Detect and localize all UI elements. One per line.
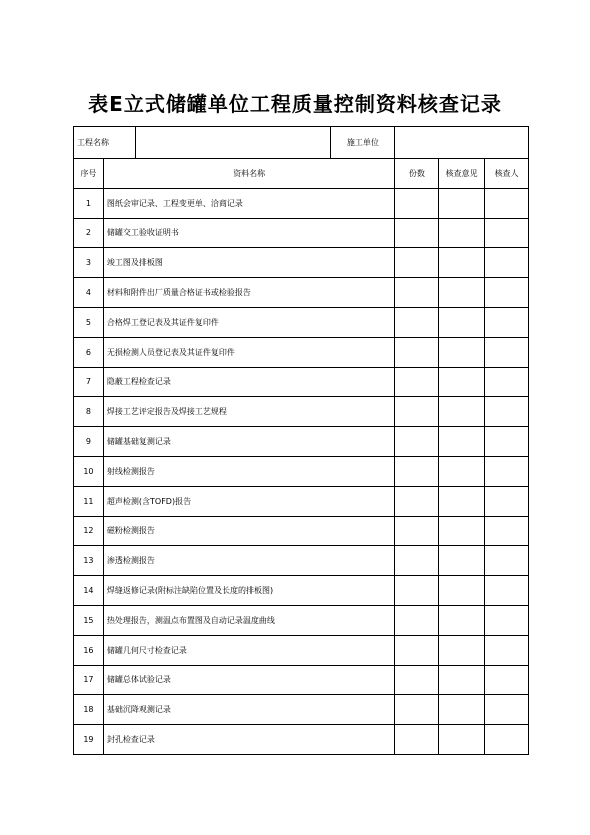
checker-cell[interactable] bbox=[485, 486, 529, 516]
document-name: 储罐交工验收证明书 bbox=[103, 218, 395, 248]
row-number: 13 bbox=[74, 546, 104, 576]
opinion-cell[interactable] bbox=[439, 516, 485, 546]
checker-cell[interactable] bbox=[485, 188, 529, 218]
opinion-cell[interactable] bbox=[439, 427, 485, 457]
column-header-checker: 核查人 bbox=[485, 159, 529, 189]
opinion-cell[interactable] bbox=[439, 337, 485, 367]
table-row bbox=[74, 337, 529, 367]
document-name: 封孔检查记录 bbox=[103, 725, 395, 755]
checker-cell[interactable] bbox=[485, 725, 529, 755]
quality-control-record-table bbox=[73, 126, 529, 755]
column-header-copies: 份数 bbox=[395, 159, 439, 189]
project-name-field[interactable] bbox=[135, 127, 330, 159]
checker-cell[interactable] bbox=[485, 665, 529, 695]
checker-cell[interactable] bbox=[485, 218, 529, 248]
document-name: 隐蔽工程检查记录 bbox=[103, 367, 395, 397]
document-name: 材料和附件出厂质量合格证书或检验报告 bbox=[103, 278, 395, 308]
copies-cell[interactable] bbox=[395, 278, 439, 308]
table-row bbox=[74, 456, 529, 486]
checker-cell[interactable] bbox=[485, 576, 529, 606]
document-name: 基础沉降观测记录 bbox=[103, 695, 395, 725]
document-name: 竣工图及排板图 bbox=[103, 248, 395, 278]
row-number: 16 bbox=[74, 635, 104, 665]
table-row bbox=[74, 516, 529, 546]
opinion-cell[interactable] bbox=[439, 278, 485, 308]
table-row bbox=[74, 665, 529, 695]
copies-cell[interactable] bbox=[395, 665, 439, 695]
construction-unit-field[interactable] bbox=[395, 127, 529, 159]
document-name: 射线检测报告 bbox=[103, 456, 395, 486]
opinion-cell[interactable] bbox=[439, 725, 485, 755]
checker-cell[interactable] bbox=[485, 367, 529, 397]
opinion-cell[interactable] bbox=[439, 218, 485, 248]
checker-cell[interactable] bbox=[485, 248, 529, 278]
table-row bbox=[74, 576, 529, 606]
copies-cell[interactable] bbox=[395, 576, 439, 606]
copies-cell[interactable] bbox=[395, 248, 439, 278]
copies-cell[interactable] bbox=[395, 337, 439, 367]
document-name: 磁粉检测报告 bbox=[103, 516, 395, 546]
copies-cell[interactable] bbox=[395, 605, 439, 635]
checker-cell[interactable] bbox=[485, 337, 529, 367]
copies-cell[interactable] bbox=[395, 456, 439, 486]
row-number: 8 bbox=[74, 397, 104, 427]
table-row bbox=[74, 397, 529, 427]
row-number: 9 bbox=[74, 427, 104, 457]
row-number: 10 bbox=[74, 456, 104, 486]
checker-cell[interactable] bbox=[485, 605, 529, 635]
table-row bbox=[74, 248, 529, 278]
table-row bbox=[74, 367, 529, 397]
checker-cell[interactable] bbox=[485, 307, 529, 337]
row-number: 4 bbox=[74, 278, 104, 308]
copies-cell[interactable] bbox=[395, 307, 439, 337]
document-name: 图纸会审记录、工程变更单、洽商记录 bbox=[103, 188, 395, 218]
row-number: 6 bbox=[74, 337, 104, 367]
copies-cell[interactable] bbox=[395, 367, 439, 397]
opinion-cell[interactable] bbox=[439, 397, 485, 427]
table-row bbox=[74, 605, 529, 635]
row-number: 5 bbox=[74, 307, 104, 337]
opinion-cell[interactable] bbox=[439, 605, 485, 635]
document-name: 焊接工艺评定报告及焊接工艺规程 bbox=[103, 397, 395, 427]
row-number: 12 bbox=[74, 516, 104, 546]
opinion-cell[interactable] bbox=[439, 635, 485, 665]
row-number: 11 bbox=[74, 486, 104, 516]
row-number: 19 bbox=[74, 725, 104, 755]
table-row bbox=[74, 427, 529, 457]
copies-cell[interactable] bbox=[395, 695, 439, 725]
opinion-cell[interactable] bbox=[439, 188, 485, 218]
opinion-cell[interactable] bbox=[439, 248, 485, 278]
copies-cell[interactable] bbox=[395, 397, 439, 427]
checker-cell[interactable] bbox=[485, 516, 529, 546]
checker-cell[interactable] bbox=[485, 278, 529, 308]
opinion-cell[interactable] bbox=[439, 307, 485, 337]
project-info-row bbox=[74, 127, 529, 159]
construction-unit-label: 施工单位 bbox=[331, 127, 395, 159]
row-number: 7 bbox=[74, 367, 104, 397]
table-row bbox=[74, 546, 529, 576]
column-header-name: 资料名称 bbox=[103, 159, 395, 189]
document-name: 储罐几何尺寸检查记录 bbox=[103, 635, 395, 665]
document-name: 合格焊工登记表及其证件复印件 bbox=[103, 307, 395, 337]
table-row bbox=[74, 635, 529, 665]
column-header-row bbox=[74, 159, 529, 189]
copies-cell[interactable] bbox=[395, 218, 439, 248]
table-row bbox=[74, 188, 529, 218]
table-row bbox=[74, 695, 529, 725]
page-title: 表E立式储罐单位工程质量控制资料核查记录 bbox=[88, 92, 502, 116]
opinion-cell[interactable] bbox=[439, 486, 485, 516]
table-row bbox=[74, 218, 529, 248]
document-name: 无损检测人员登记表及其证件复印件 bbox=[103, 337, 395, 367]
row-number: 15 bbox=[74, 605, 104, 635]
opinion-cell[interactable] bbox=[439, 546, 485, 576]
row-number: 2 bbox=[74, 218, 104, 248]
copies-cell[interactable] bbox=[395, 546, 439, 576]
copies-cell[interactable] bbox=[395, 725, 439, 755]
opinion-cell[interactable] bbox=[439, 367, 485, 397]
document-name: 渗透检测报告 bbox=[103, 546, 395, 576]
copies-cell[interactable] bbox=[395, 188, 439, 218]
column-header-seq: 序号 bbox=[74, 159, 104, 189]
row-number: 1 bbox=[74, 188, 104, 218]
checker-cell[interactable] bbox=[485, 695, 529, 725]
row-number: 3 bbox=[74, 248, 104, 278]
opinion-cell[interactable] bbox=[439, 576, 485, 606]
opinion-cell[interactable] bbox=[439, 695, 485, 725]
opinion-cell[interactable] bbox=[439, 456, 485, 486]
row-number: 18 bbox=[74, 695, 104, 725]
table-row bbox=[74, 307, 529, 337]
project-name-label: 工程名称 bbox=[74, 127, 136, 159]
document-name: 储罐基础复测记录 bbox=[103, 427, 395, 457]
opinion-cell[interactable] bbox=[439, 665, 485, 695]
document-name: 超声检测(含TOFD)报告 bbox=[103, 486, 395, 516]
checker-cell[interactable] bbox=[485, 456, 529, 486]
copies-cell[interactable] bbox=[395, 427, 439, 457]
row-number: 14 bbox=[74, 576, 104, 606]
document-name: 焊缝返修记录(附标注缺陷位置及长度的排板图) bbox=[103, 576, 395, 606]
document-name: 热处理报告，测温点布置图及自动记录温度曲线 bbox=[103, 605, 395, 635]
table-row bbox=[74, 725, 529, 755]
table-row bbox=[74, 486, 529, 516]
document-name: 储罐总体试验记录 bbox=[103, 665, 395, 695]
table-row bbox=[74, 278, 529, 308]
copies-cell[interactable] bbox=[395, 635, 439, 665]
checker-cell[interactable] bbox=[485, 546, 529, 576]
checker-cell[interactable] bbox=[485, 635, 529, 665]
checker-cell[interactable] bbox=[485, 427, 529, 457]
column-header-opinion: 核查意见 bbox=[439, 159, 485, 189]
copies-cell[interactable] bbox=[395, 516, 439, 546]
copies-cell[interactable] bbox=[395, 486, 439, 516]
row-number: 17 bbox=[74, 665, 104, 695]
checker-cell[interactable] bbox=[485, 397, 529, 427]
